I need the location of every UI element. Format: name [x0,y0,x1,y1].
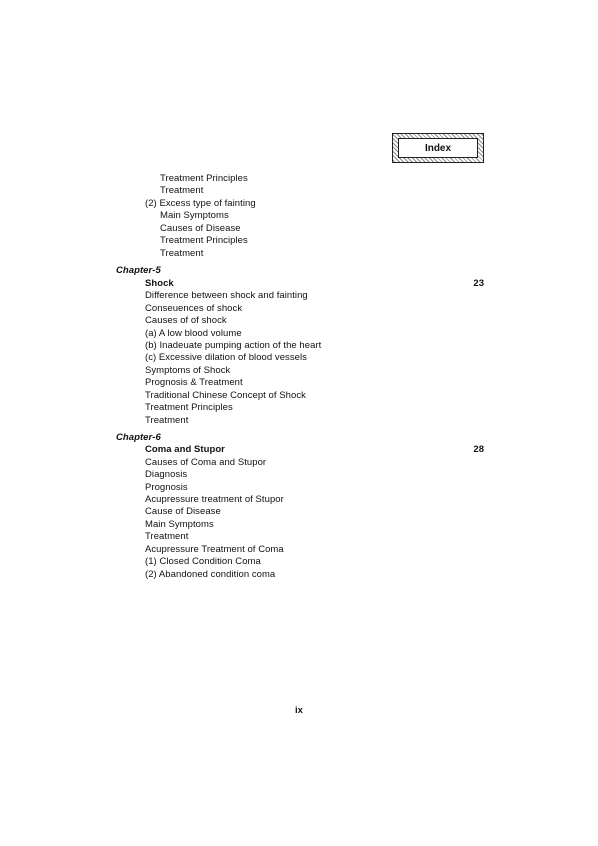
toc-item: (2) Excess type of fainting [145,198,256,209]
toc-item: Treatment [145,415,189,426]
toc-item: Acupressure Treatment of Coma [145,544,284,555]
toc-item: (c) Excessive dilation of blood vessels [145,352,307,363]
toc-item: Main Symptoms [145,519,214,530]
chapter-title: Shock [145,278,174,289]
toc-item: Treatment Principles [160,173,248,184]
toc-item: Symptoms of Shock [145,365,231,376]
toc-item: Treatment [160,248,204,259]
toc-item: Causes of Coma and Stupor [145,457,267,468]
toc-item: Diagnosis [145,469,188,480]
toc-item: (2) Abandoned condition coma [145,569,276,580]
toc-item: Treatment [160,185,204,196]
toc-item: Causes of of shock [145,315,227,326]
toc-item: Causes of Disease [160,223,241,234]
toc-item: Main Symptoms [160,210,229,221]
chapter-label: Chapter-6 [116,432,161,443]
page-number-footer: ix [295,705,303,716]
chapter-page-number: 28 [473,444,484,455]
toc-item: Conseuences of shock [145,303,243,314]
toc-item: Treatment Principles [145,402,233,413]
toc-item: Cause of Disease [145,506,221,517]
chapter-page-number: 23 [473,278,484,289]
index-title: Index [398,138,478,158]
toc-item: Prognosis & Treatment [145,377,243,388]
toc-item: Acupressure treatment of Stupor [145,494,284,505]
toc-item: (1) Closed Condition Coma [145,556,261,567]
index-header-box [392,133,484,163]
toc-item: (b) Inadeuate pumping action of the heart [145,340,322,351]
chapter-title: Coma and Stupor [145,444,225,455]
chapter-label: Chapter-5 [116,265,161,276]
toc-item: Difference between shock and fainting [145,290,308,301]
toc-item: (a) A low blood volume [145,328,242,339]
toc-item: Prognosis [145,482,188,493]
toc-item: Treatment [145,531,189,542]
toc-item: Treatment Principles [160,235,248,246]
toc-item: Traditional Chinese Concept of Shock [145,390,306,401]
